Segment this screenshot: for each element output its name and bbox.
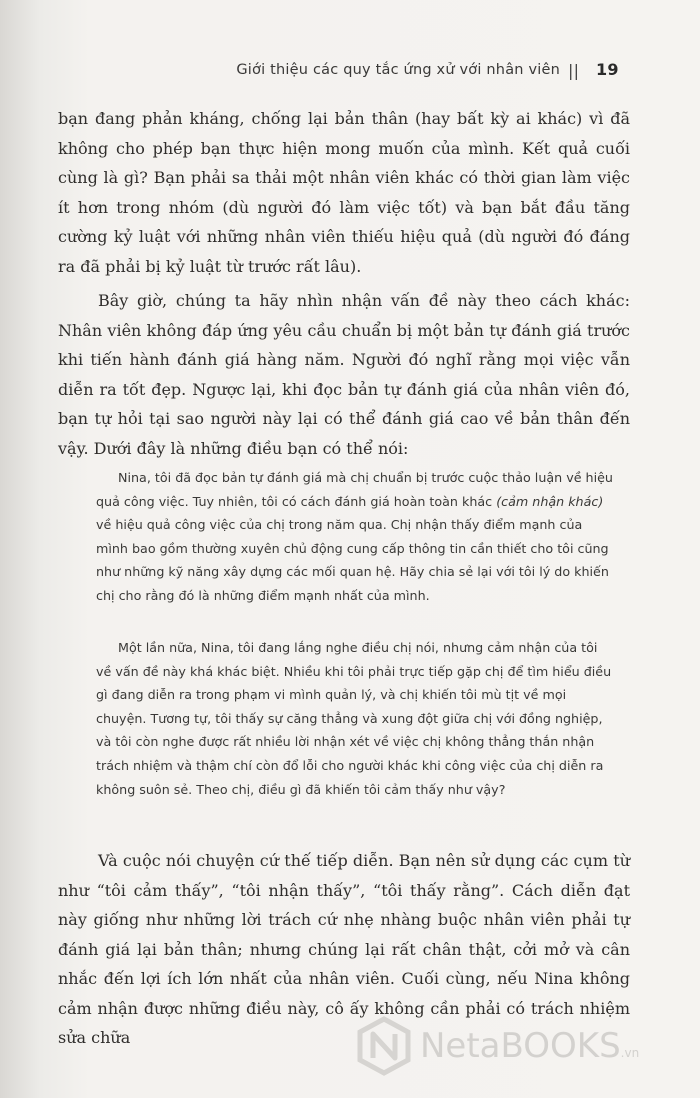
running-title: Giới thiệu các quy tắc ứng xử với nhân viên [236, 62, 560, 78]
quote-paragraph-1 [96, 466, 616, 608]
paragraph-1: bạn đang phản kháng, chống lại bản thân (hay bất kỳ ai khác) vì đã không cho phép bạn thực hiện mong muốn của mình. Kết quả cuối cùng là gì? Bạn phải sa thải một nhân viên khác có thời gian làm việc ít hơn trong nhóm (dù người đó làm việc tốt) và bạn bắt đầu tăng cường kỷ luật với những nhân viên thiếu hiệu quả (dù người đó đáng ra đã phải bị kỷ luật từ trước rất lâu). [58, 109, 630, 276]
header-separator: || [568, 61, 580, 80]
quote-1-italic: (cảm nhận khác) [496, 493, 604, 509]
quote-1-text-end: về hiệu quả công việc của chị trong năm qua. Chị nhận thấy điểm mạnh của mình bao gồm thường xuyên chủ động cung cấp thông tin cần thiết cho tôi cũng như những kỹ năng xây dựng các mối quan hệ. Hãy chia sẻ lại với tôi lý do khiến chị cho rằng đó là những điểm mạnh nhất của mình. [96, 517, 609, 603]
watermark-brand: NetaBOOKS [420, 1026, 621, 1066]
paragraph-3: Và cuộc nói chuyện cứ thế tiếp diễn. Bạn nên sử dụng các cụm từ như “tôi cảm thấy”, “tôi nhận thấy”, “tôi thấy rằng”. Cách diễn đạt này giống như những lời trách cứ nhẹ nhàng buộc nhân viên phải tự đánh giá lại bản thân; nhưng chúng lại rất chân thật, cởi mở và cân nhắc đến lợi ích lớn nhất của nhân viên. Cuối cùng, nếu Nina không cảm nhận được những điều này, cô ấy không cần phải có trách nhiệm sửa chữa [58, 851, 630, 1047]
watermark-text [420, 1026, 639, 1066]
quote-paragraph-2: Một lần nữa, Nina, tôi đang lắng nghe điều chị nói, nhưng cảm nhận của tôi về vấn đề này khá khác biệt. Nhiều khi tôi phải trực tiếp gặp chị để tìm hiểu điều gì đang diễn ra trong phạm vi mình quản lý, và chị khiến tôi mù tịt về mọi chuyện. Tương tự, tôi thấy sự căng thẳng và xung đột giữa chị với đồng nghiệp, và tôi còn nghe được rất nhiều lời nhận xét về việc chị không thẳng thắn nhận trách nhiệm và thậm chí còn đổ lỗi cho người khác khi công việc của chị diễn ra không suôn sẻ. Theo chị, điều gì đã khiến tôi cảm thấy như vậy? [96, 640, 612, 797]
paragraph-2: Bây giờ, chúng ta hãy nhìn nhận vấn đề này theo cách khác: Nhân viên không đáp ứng yêu cầu chuẩn bị một bản tự đánh giá trước khi tiến hành đánh giá hàng năm. Người đó nghĩ rằng mọi việc vẫn diễn ra tốt đẹp. Ngược lại, khi đọc bản tự đánh giá của nhân viên đó, bạn tự hỏi tại sao người này lại có thể đánh giá cao về bản thân đến vậy. Dưới đây là những điều bạn có thể nói: [58, 291, 630, 458]
quote-1-text-start: Nina, tôi đã đọc bản tự đánh giá mà chị chuẩn bị trước cuộc thảo luận về hiệu quả công việc. Tuy nhiên, tôi có cách đánh giá hoàn toàn khác [96, 470, 613, 509]
netabooks-watermark [354, 1016, 694, 1086]
netabooks-logo-icon [354, 1016, 414, 1076]
watermark-domain: .vn [620, 1046, 640, 1060]
page-number: 19 [596, 60, 619, 79]
running-header [0, 58, 700, 86]
